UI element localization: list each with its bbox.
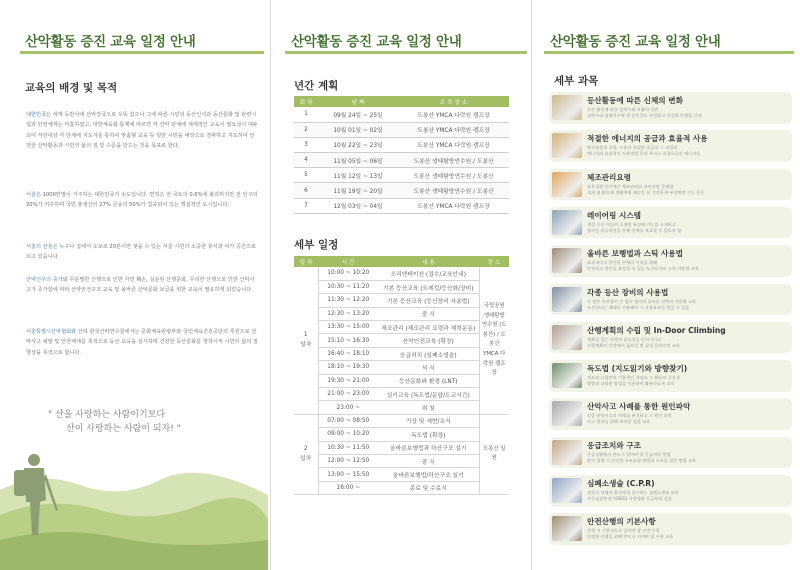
cell-content: 응급처치 (심폐소생술) — [378, 347, 479, 360]
table-row — [294, 441, 509, 454]
col-header-place: 교 육 장 소 — [398, 96, 509, 107]
paragraph-lead: 산악인구의 증가와 — [26, 277, 68, 283]
course-description: 등산 활동에 따른 심박수와 호흡의 상관 — [587, 107, 659, 112]
table-row — [294, 198, 509, 213]
course-thumbnail — [552, 401, 582, 426]
table-row — [294, 267, 509, 280]
course-card — [549, 207, 792, 239]
course-description: 응급상황에서 반드시 알아야 할 응급처치 방법 — [587, 451, 671, 457]
cell-time: 23:00 ~ — [318, 401, 378, 414]
course-description: 각종 산악사고의 사례를 분석하고 그 원인 파악 — [587, 413, 672, 419]
course-description: 산행 시 기본적으로 알아야 할 안전 수칙 — [587, 528, 660, 534]
cell-round: 3 — [294, 137, 318, 152]
cell-content: 올바른보행법과 하산구조 실기 — [378, 441, 479, 454]
quote-line-2: 산이 사랑하는 사람이 되자! " — [66, 424, 181, 434]
title-underline — [20, 51, 264, 54]
course-card — [549, 130, 792, 162]
course-thumbnail — [552, 478, 582, 503]
cell-place: 도봉산 YMCA 다락원 캠프장 — [398, 137, 509, 152]
table-row — [294, 347, 509, 360]
cell-place: 도봉산 생태탐방연수원 / 도봉산 — [398, 183, 509, 198]
cell-date: 11월 05일 ~ 06일 — [318, 153, 398, 168]
course-card — [549, 169, 792, 201]
cell-day: 2 일차 — [294, 414, 318, 494]
cell-time: 11:30 ~ 12:20 — [318, 294, 378, 307]
course-description: 요통질환 등산에서 체조관리와 유의사항 문제점 — [587, 183, 674, 189]
course-description: 계절 등산 의류의 소재별 특성에 기능을 소개하고 — [587, 221, 676, 227]
course-card — [549, 437, 792, 469]
cell-content: 올바른보행법/하산구조 실기 — [378, 468, 479, 481]
course-title: 안전산행의 기본사항 — [587, 517, 656, 527]
mountain-hiker-illustration — [0, 440, 268, 570]
cell-time: 12:00 ~ 12:50 — [318, 454, 378, 467]
table-row — [294, 168, 509, 183]
paragraph-text: 세계 등반사에 산악강국으로 우뚝 섰으나 그에 따른 시민의 등산인식과 등산문화 및 관련시설과 안전체계는 미흡하였고, 대한체육회 통계에 따르면 각 산악 단체에 체계적인 교육이 필요성이 대두되어 서민대상 각 단체에 지도자를 통하여 맞춤형 교육 등 일반 시민을 대상으로 전파하고 지도하여 안전한 산악활동과 시민의 삶의 질 및 수준을 만드는 것을 목표로 한다. — [26, 112, 258, 149]
course-title: 레이어링 시스템 — [587, 210, 641, 220]
paragraph-text: 누구나 집에서 도보로 20분이면 찾을 수 있는 서울 시민의 소중한 휴식과 여가 공간으로 되고 있습니다. — [26, 244, 257, 261]
cell-location: 도봉산 일원 — [479, 414, 509, 494]
course-description: 안전한 산행을 위해 반드시 지켜야 할 사항 교육 — [587, 534, 674, 540]
course-card — [549, 92, 792, 124]
col-header-round: 회 차 — [294, 96, 318, 107]
cell-day: 1 일차 — [294, 267, 318, 414]
paragraph-lead: 대한민국은 — [26, 112, 52, 118]
table-row — [294, 374, 509, 387]
course-description: 등산장비는 제대로 사용해야 그 사용효과를 얻을 수 있음 — [587, 304, 690, 310]
table-row — [294, 107, 509, 122]
table-row — [294, 153, 509, 168]
cell-content: 석 식 — [378, 361, 479, 374]
cell-date: 11월 19일 ~ 20일 — [318, 183, 398, 198]
paragraph-text: 산하 한국산악연수원에서는 문화체육관광부와 국민체육진흥공단의 후원으로 산악사고 예방 및 안전체계를 목적으로 등산 교육을 실시하며 건전한 등산문화를 정착시켜 시민의 삶의 질 향상을 목적으로 합니다. — [26, 329, 258, 356]
section-title-weekly: 세부 일정 — [294, 239, 339, 251]
table-row — [294, 454, 509, 467]
cell-time: 09:00 ~ 10:20 — [318, 428, 378, 441]
table-row — [294, 414, 509, 427]
course-description: 안전하고 편안을 보장할 수 있는 도구로서의 스틱 사용법 교육 — [587, 266, 699, 272]
course-title: 등산활동에 따른 신체의 변화 — [587, 96, 683, 105]
course-description: 방향과 다양한 방법을 이용하여 활용하도록 교육 — [587, 381, 675, 387]
course-description: 환자 발생 시 신속한 구조요청 방법과 구조를 위한 방법 교육 — [587, 457, 697, 463]
cell-time: 10:00 ~ 10:20 — [318, 267, 378, 280]
course-description: 계획성 있는 산행의 필요성을 인지시키고 — [587, 336, 662, 342]
course-description: 자동심장충격기(AED) 사용법과 응급처치 실습 — [587, 496, 672, 501]
paragraph-lead: 서울은 — [26, 192, 42, 198]
course-title: 적절한 에너지의 공급과 효율적 사용 — [587, 134, 708, 144]
col-header-day: 일 차 — [294, 256, 318, 267]
course-card — [549, 284, 792, 316]
course-description: 심박수와 심폐지구력 및 운동강도 안전하고 건강한 산행을 안내 — [587, 113, 702, 118]
course-description: 에너지의 효율적인 사용방법 등과 무리스 코칭으로의 에너지를 — [587, 151, 701, 157]
panel-schedule — [270, 0, 530, 570]
col-header-time: 시 간 — [318, 256, 378, 267]
cell-content: 오리엔테이션 (접수/교육안내) — [378, 267, 479, 280]
cell-content: 등산문화와 환경 (LNT) — [378, 374, 479, 387]
cell-place: 도봉산 YMCA 다락원 캠프장 — [398, 198, 509, 213]
cell-content: 기본 등산교육 (트레킹/등산화/장비) — [378, 280, 479, 293]
course-card — [549, 360, 792, 392]
cell-time: 21:00 ~ 23:00 — [318, 388, 378, 401]
course-card — [549, 245, 792, 277]
cell-content: 중 식 — [378, 307, 479, 320]
paragraph-text: 1000만명이 거주하는 대한민국의 수도입니다. 면적은 전 국토의 0.6%에 불과하지만 전 인구의 20%가 거주하며 국민 총생산의 27% 금융의 50%가 집중되어 있는 핵심적인 도시입니다. — [26, 192, 258, 209]
course-card — [549, 322, 792, 354]
cell-content: 취 침 — [378, 401, 479, 414]
paragraph-population — [26, 275, 258, 296]
cell-place: 도봉산 YMCA 다락원 캠프장 — [398, 122, 509, 137]
cell-content: 기상 및 세면/조식 — [378, 414, 479, 427]
table-row — [294, 294, 509, 307]
table-row — [294, 468, 509, 481]
section-title-background: 교육의 배경 및 목적 — [25, 82, 118, 94]
course-card — [549, 513, 792, 545]
course-description: 산행계획의 안전에서 필요성 및 실내 클라이밍 교육 — [587, 342, 680, 348]
table-row — [294, 183, 509, 198]
course-thumbnail — [552, 440, 582, 465]
course-description: 올바른 의류착용을 통해 신체를 보호할 수 있도록 함 — [587, 227, 682, 233]
paragraph-korea — [26, 110, 258, 151]
cell-time: 15:10 ~ 16:30 — [318, 334, 378, 347]
cell-location: 국립공원 생태탐방 연수원 (도봉산) / 도봉산 YMCA 다락원 캠프장 — [479, 267, 509, 414]
cell-date: 11월 12일 ~ 13일 — [318, 168, 398, 183]
course-description: 적게 쉽게/오래 생활체력 매순간 더 건강하게 부상예방 기능 운동 — [587, 189, 705, 195]
table-row — [294, 280, 509, 293]
cell-content: 종료 및 수료식 — [378, 481, 479, 494]
cell-time: 13:00 ~ 15:50 — [318, 468, 378, 481]
detailed-schedule-table — [294, 256, 509, 495]
col-header-date: 날 짜 — [318, 96, 398, 107]
page-title: 산악활동 증진 교육 일정 안내 — [25, 34, 196, 50]
section-title-annual: 년간 계획 — [294, 80, 339, 92]
cell-time: 19:30 ~ 21:00 — [318, 374, 378, 387]
course-thumbnail — [552, 172, 582, 197]
page-title: 산악활동 증진 교육 일정 안내 — [550, 34, 721, 50]
cell-time: 18:10 ~ 19:30 — [318, 361, 378, 374]
cell-round: 1 — [294, 107, 318, 122]
cell-time: 07:00 ~ 08:50 — [318, 414, 378, 427]
panel-courses — [531, 0, 800, 570]
col-header-location: 장 소 — [479, 256, 509, 267]
table-row — [294, 361, 509, 374]
cell-time: 16:00 ~ — [318, 481, 378, 494]
course-card — [549, 475, 792, 507]
cell-place: 도봉산 생태탐방연수원 / 도봉산 — [398, 168, 509, 183]
course-thumbnail — [552, 95, 582, 120]
cell-round: 2 — [294, 122, 318, 137]
course-description: 수 많은 등산장비 중 필수 장비의 올바른 선택과 사용법 교육 — [587, 298, 697, 304]
course-thumbnail — [552, 248, 582, 273]
cell-date: 12월 03일 ~ 04일 — [318, 198, 398, 213]
table-row — [294, 388, 509, 401]
course-title: 응급조치와 구조 — [587, 440, 641, 450]
table-row — [294, 307, 509, 320]
course-title: 산행계획의 수립 및 In-Door Climbing — [587, 325, 726, 335]
table-row — [294, 428, 509, 441]
course-title: 독도법 (지도읽기와 방향찾기) — [587, 364, 688, 374]
motto-quote — [48, 408, 238, 436]
course-title: 올바른 보행법과 스틱 사용법 — [587, 249, 683, 259]
table-row — [294, 401, 509, 414]
course-description: 탄수화물과 지방, 수분의 적절한 공급과 그 과정과 — [587, 145, 678, 151]
course-description: 사고 방지를 위해 주의할 점을 교육 — [587, 419, 651, 425]
course-description: 효과적이고 편안한 산행의 이익을 위해 — [587, 260, 658, 266]
table-row — [294, 122, 509, 137]
cell-round: 7 — [294, 198, 318, 213]
cell-round: 4 — [294, 153, 318, 168]
cell-content: 독도법 (확장) — [378, 428, 479, 441]
course-title: 각종 등산 장비의 사용법 — [587, 287, 669, 297]
course-thumbnail — [552, 210, 582, 235]
table-row — [294, 481, 509, 494]
title-underline — [544, 51, 794, 54]
cell-time: 10:30 ~ 11:50 — [318, 441, 378, 454]
course-title: 산악사고 사례를 통한 원인파악 — [587, 402, 691, 412]
cell-content: 체조관리 (체조관리 요령과 체력운동) — [378, 321, 479, 334]
course-thumbnail — [552, 287, 582, 312]
col-header-content: 내 용 — [378, 256, 479, 267]
cell-content: 중 식 — [378, 454, 479, 467]
cell-content: 기본 등산교육 (등산장비 사용법) — [378, 294, 479, 307]
cell-time: 12:30 ~ 13:20 — [318, 307, 378, 320]
course-description: 지도와 나침반의 기본적인 개념과 그 활용의 중요성 — [587, 375, 680, 381]
course-thumbnail — [552, 133, 582, 158]
cell-time: 16:40 ~ 18:10 — [318, 347, 378, 360]
panel-intro — [0, 0, 268, 570]
course-description: 심정지 상태의 환자에게 실시하는 심폐소생술 교육 — [587, 490, 679, 495]
quote-line-1: " 산을 사랑하는 사람이기보다 — [48, 410, 166, 420]
page-title: 산악활동 증진 교육 일정 안내 — [291, 34, 462, 50]
course-thumbnail — [552, 325, 582, 350]
paragraph-lead: 서울특별시산악협회와 — [26, 329, 77, 335]
cell-time: 10:30 ~ 11:20 — [318, 280, 378, 293]
cell-round: 5 — [294, 168, 318, 183]
paragraph-association — [26, 327, 258, 358]
title-underline — [285, 51, 527, 54]
course-title: 심폐소생술 (C.P.R) — [587, 479, 655, 488]
cell-place: 도봉산 YMCA 다락원 캠프장 — [398, 107, 509, 122]
cell-date: 09월 24일 ~ 25일 — [318, 107, 398, 122]
paragraph-mountains — [26, 242, 258, 263]
cell-place: 도봉산 생태탐방연수원 / 도봉산 — [398, 153, 509, 168]
paragraph-seoul — [26, 190, 258, 211]
course-thumbnail — [552, 516, 582, 541]
paragraph-text: 무분별한 산행으로 인한 자연 훼손, 실분된 산행문화, 무리한 산행으로 인한 산악사고가 증가함에 따라 산악안전구조 교육 및 올바른 산악문화 보급을 위한 교육이 필요하게 되었습니다. — [26, 277, 255, 294]
cell-content: 실기교육 (독도법/문답/도교시간) — [378, 388, 479, 401]
section-title-courses: 세부 과목 — [554, 75, 599, 87]
table-row — [294, 137, 509, 152]
course-card — [549, 398, 792, 430]
course-title: 체조관리요령 — [587, 172, 632, 182]
cell-date: 10월 22일 ~ 23일 — [318, 137, 398, 152]
cell-content: 산악안전교육 (확장) — [378, 334, 479, 347]
cell-round: 6 — [294, 183, 318, 198]
cell-date: 10월 01일 ~ 02일 — [318, 122, 398, 137]
course-thumbnail — [552, 363, 582, 388]
table-row — [294, 321, 509, 334]
paragraph-lead: 서울의 산들은 — [26, 244, 58, 250]
cell-time: 13:30 ~ 15:00 — [318, 321, 378, 334]
annual-plan-table — [294, 96, 509, 214]
table-row — [294, 334, 509, 347]
